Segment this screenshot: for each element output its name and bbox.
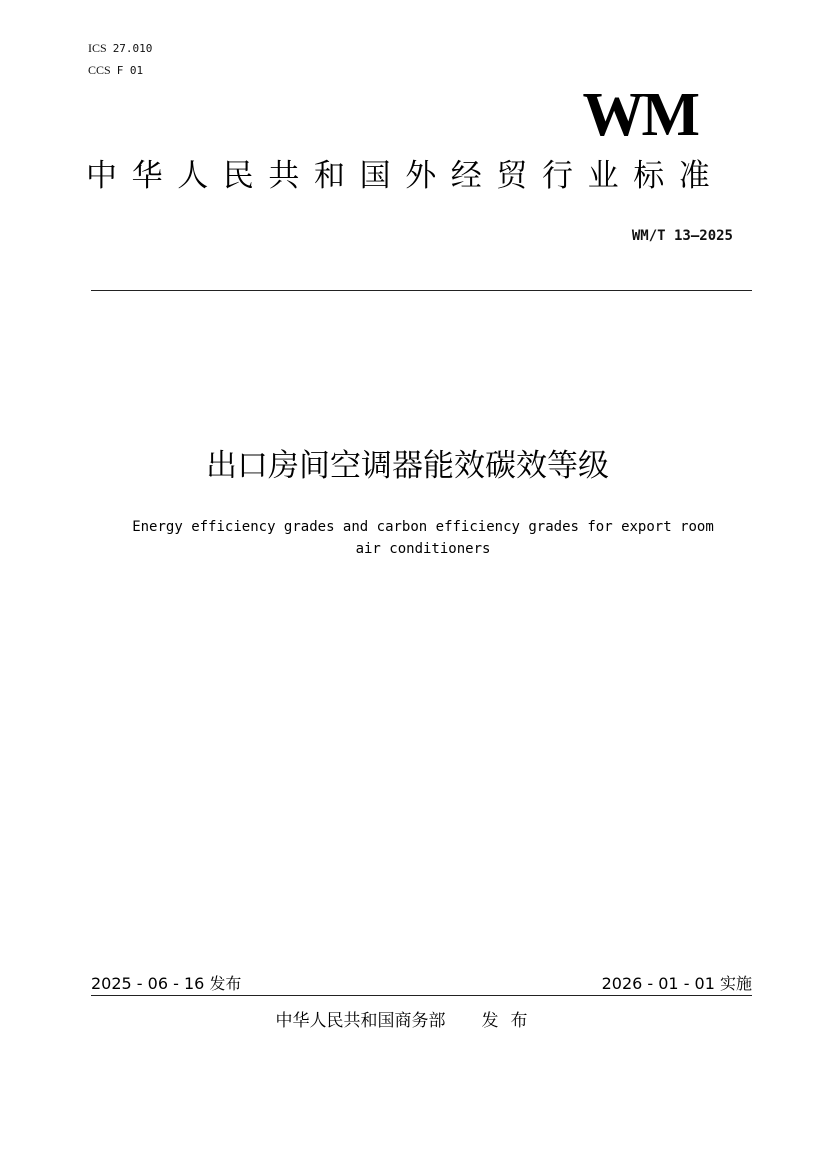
document-title-chinese: 出口房间空调器能效碳效等级: [206, 448, 609, 484]
header-divider: [91, 290, 752, 291]
ccs-code: [88, 63, 143, 78]
english-title-line-2: air conditioners: [355, 541, 491, 557]
standard-category-title: 中华人民共和国外经贸行业标准: [86, 158, 725, 194]
document-title-english: [88, 516, 758, 560]
english-title-line-1: Energy efficiency grades and carbon efficiency grades for export room: [132, 519, 714, 535]
implementation-date: 2026 - 01 - 01 实施: [601, 974, 752, 993]
footer-divider: [91, 995, 752, 996]
issuer-name: 中华人民共和国商务部: [275, 1011, 446, 1031]
issue-date: 2025 - 06 - 16 发布: [91, 974, 242, 993]
issuing-authority: [0, 1009, 815, 1033]
ccs-value: F 01: [116, 64, 144, 77]
standard-number: WM/T 13—2025: [631, 228, 733, 244]
standard-logo: WM: [582, 81, 697, 149]
ccs-label: CCS: [88, 63, 111, 77]
ics-label: ICS: [88, 41, 107, 55]
ics-code: [88, 41, 152, 56]
issuer-action: 发布: [481, 1011, 540, 1031]
ics-value: 27.010: [112, 42, 153, 55]
